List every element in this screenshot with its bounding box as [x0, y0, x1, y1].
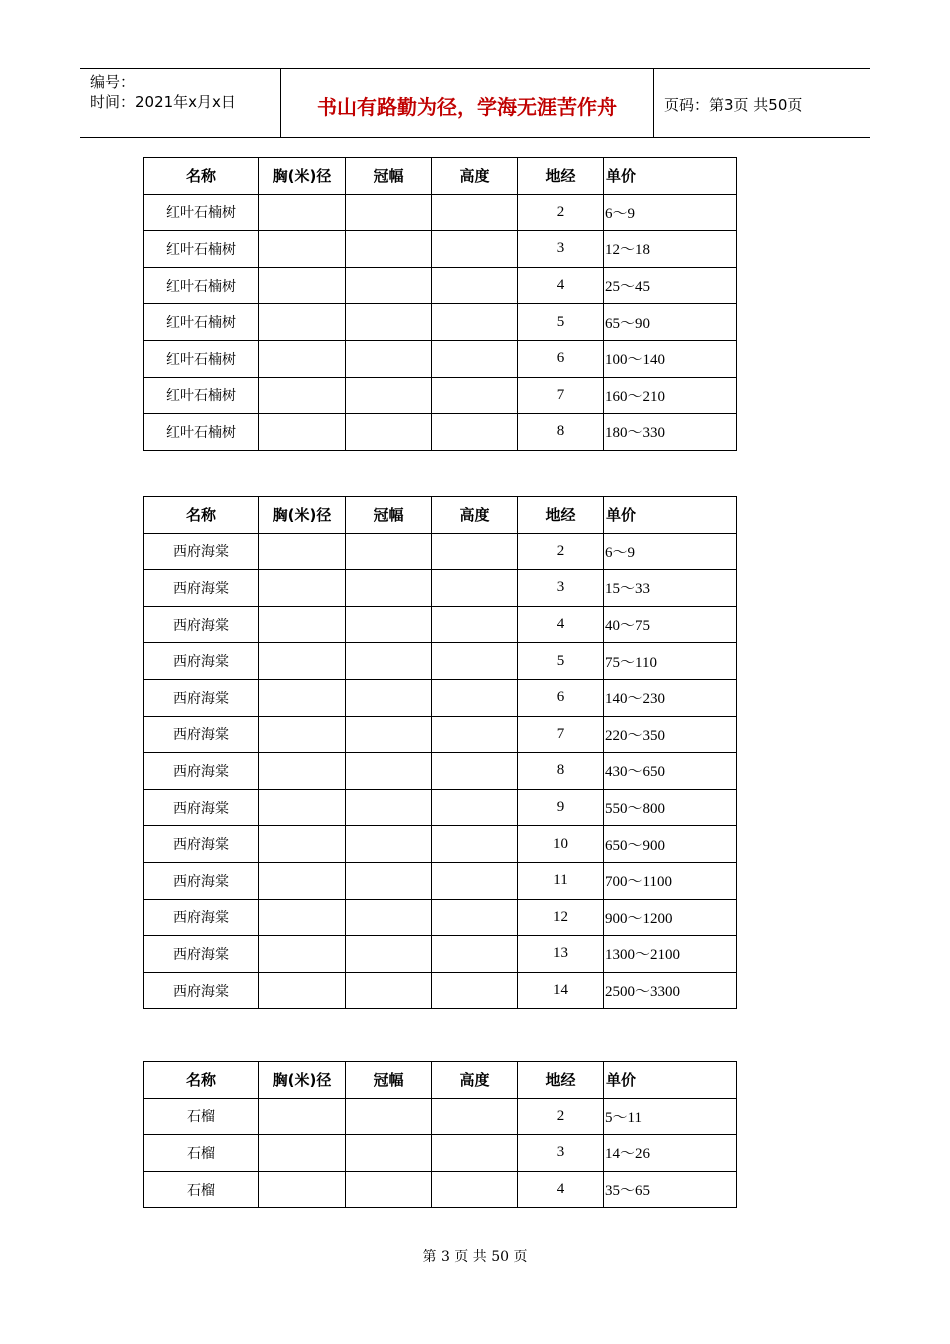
- price-cell: 40～75: [604, 606, 737, 643]
- height-cell: [432, 414, 518, 451]
- table-row: [144, 753, 737, 790]
- crown-cell: [346, 679, 432, 716]
- price-cell: 25～45: [604, 267, 737, 304]
- dijing-cell: 3: [518, 570, 604, 607]
- plant-name-cell: 石榴: [144, 1135, 259, 1172]
- table-row: [144, 826, 737, 863]
- time-label: 时间：2021年x月x日: [90, 93, 236, 111]
- table-row: [144, 899, 737, 936]
- crown-cell: [346, 414, 432, 451]
- crown-cell: [346, 643, 432, 680]
- header-meta: [80, 69, 281, 137]
- diameter-cell: [259, 414, 346, 451]
- dijing-cell: 4: [518, 606, 604, 643]
- crown-cell: [346, 899, 432, 936]
- price-cell: 5～11: [604, 1098, 737, 1135]
- dijing-cell: 2: [518, 194, 604, 231]
- dijing-cell: 14: [518, 972, 604, 1009]
- dijing-cell: 2: [518, 533, 604, 570]
- price-cell: 6～9: [604, 194, 737, 231]
- crown-cell: [346, 570, 432, 607]
- crown-cell: [346, 826, 432, 863]
- table-row: [144, 414, 737, 451]
- crown-cell: [346, 377, 432, 414]
- table-row: [144, 570, 737, 607]
- table-row: [144, 936, 737, 973]
- price-cell: 75～110: [604, 643, 737, 680]
- plant-name-cell: 石榴: [144, 1171, 259, 1208]
- header-motto: 书山有路勤为径，学海无涯苦作舟: [281, 69, 654, 137]
- table-row: [144, 716, 737, 753]
- dijing-cell: 6: [518, 679, 604, 716]
- height-cell: [432, 570, 518, 607]
- plant-name-cell: 红叶石楠树: [144, 231, 259, 268]
- plant-name-cell: 红叶石楠树: [144, 267, 259, 304]
- crown-cell: [346, 936, 432, 973]
- crown-cell: [346, 533, 432, 570]
- crown-cell: [346, 267, 432, 304]
- height-cell: [432, 679, 518, 716]
- plant-name-cell: 红叶石楠树: [144, 194, 259, 231]
- plant-name-cell: 红叶石楠树: [144, 304, 259, 341]
- diameter-cell: [259, 862, 346, 899]
- crown-header: 冠幅: [346, 1062, 432, 1099]
- table-row: [144, 679, 737, 716]
- diameter-cell: [259, 570, 346, 607]
- plant-name-cell: 西府海棠: [144, 936, 259, 973]
- crown-header: 冠幅: [346, 158, 432, 195]
- price-header: 单价: [604, 497, 737, 534]
- diameter-cell: [259, 643, 346, 680]
- diameter-cell: [259, 936, 346, 973]
- table-row: [144, 304, 737, 341]
- diameter-header: 胸(米)径: [259, 1062, 346, 1099]
- dijing-cell: 10: [518, 826, 604, 863]
- crown-cell: [346, 304, 432, 341]
- crown-cell: [346, 972, 432, 1009]
- dijing-header: 地经: [518, 1062, 604, 1099]
- dijing-cell: 8: [518, 753, 604, 790]
- diameter-cell: [259, 606, 346, 643]
- height-cell: [432, 862, 518, 899]
- dijing-header: 地经: [518, 497, 604, 534]
- diameter-cell: [259, 899, 346, 936]
- price-cell: 100～140: [604, 340, 737, 377]
- crown-cell: [346, 194, 432, 231]
- table-row: [144, 1098, 737, 1135]
- dijing-cell: 7: [518, 716, 604, 753]
- crown-cell: [346, 231, 432, 268]
- name-header: 名称: [144, 158, 259, 195]
- dijing-cell: 5: [518, 643, 604, 680]
- price-cell: 220～350: [604, 716, 737, 753]
- plant-name-cell: 西府海棠: [144, 753, 259, 790]
- table-row: [144, 606, 737, 643]
- table-header-row: [144, 1062, 737, 1099]
- diameter-cell: [259, 267, 346, 304]
- height-header: 高度: [432, 158, 518, 195]
- price-header: 单价: [604, 158, 737, 195]
- crown-cell: [346, 862, 432, 899]
- table-row: [144, 533, 737, 570]
- height-cell: [432, 231, 518, 268]
- price-cell: 650～900: [604, 826, 737, 863]
- dijing-cell: 6: [518, 340, 604, 377]
- height-cell: [432, 194, 518, 231]
- height-cell: [432, 716, 518, 753]
- plant-name-cell: 西府海棠: [144, 899, 259, 936]
- height-cell: [432, 1171, 518, 1208]
- plant-name-cell: 石榴: [144, 1098, 259, 1135]
- diameter-cell: [259, 1171, 346, 1208]
- crown-header: 冠幅: [346, 497, 432, 534]
- name-header: 名称: [144, 1062, 259, 1099]
- diameter-cell: [259, 753, 346, 790]
- height-cell: [432, 936, 518, 973]
- diameter-cell: [259, 826, 346, 863]
- table-header-row: [144, 497, 737, 534]
- plant-name-cell: 西府海棠: [144, 679, 259, 716]
- table-row: [144, 231, 737, 268]
- table-row: [144, 972, 737, 1009]
- height-cell: [432, 826, 518, 863]
- plant-name-cell: 红叶石楠树: [144, 377, 259, 414]
- table-row: [144, 862, 737, 899]
- crown-cell: [346, 753, 432, 790]
- crown-cell: [346, 340, 432, 377]
- plant-name-cell: 西府海棠: [144, 643, 259, 680]
- diameter-cell: [259, 231, 346, 268]
- table-header-row: [144, 158, 737, 195]
- plant-name-cell: 西府海棠: [144, 826, 259, 863]
- plant-name-cell: 西府海棠: [144, 606, 259, 643]
- diameter-cell: [259, 1135, 346, 1172]
- dijing-cell: 11: [518, 862, 604, 899]
- plant-name-cell: 西府海棠: [144, 972, 259, 1009]
- dijing-cell: 9: [518, 789, 604, 826]
- page-header: [80, 68, 870, 138]
- table-row: [144, 789, 737, 826]
- name-header: 名称: [144, 497, 259, 534]
- dijing-cell: 3: [518, 231, 604, 268]
- price-header: 单价: [604, 1062, 737, 1099]
- table-row: [144, 340, 737, 377]
- height-cell: [432, 340, 518, 377]
- price-cell: 550～800: [604, 789, 737, 826]
- dijing-header: 地经: [518, 158, 604, 195]
- plant-name-cell: 红叶石楠树: [144, 414, 259, 451]
- price-cell: 2500～3300: [604, 972, 737, 1009]
- height-cell: [432, 1135, 518, 1172]
- table-row: [144, 194, 737, 231]
- price-table-3: [143, 1061, 737, 1208]
- height-cell: [432, 304, 518, 341]
- number-label: 编号：: [90, 73, 136, 91]
- diameter-cell: [259, 340, 346, 377]
- crown-cell: [346, 1135, 432, 1172]
- table-row: [144, 643, 737, 680]
- crown-cell: [346, 606, 432, 643]
- dijing-cell: 7: [518, 377, 604, 414]
- plant-name-cell: 西府海棠: [144, 789, 259, 826]
- price-cell: 65～90: [604, 304, 737, 341]
- plant-name-cell: 西府海棠: [144, 533, 259, 570]
- price-cell: 140～230: [604, 679, 737, 716]
- diameter-cell: [259, 789, 346, 826]
- dijing-cell: 8: [518, 414, 604, 451]
- price-cell: 700～1100: [604, 862, 737, 899]
- plant-name-cell: 西府海棠: [144, 716, 259, 753]
- height-cell: [432, 753, 518, 790]
- table-row: [144, 377, 737, 414]
- diameter-cell: [259, 533, 346, 570]
- dijing-cell: 4: [518, 267, 604, 304]
- dijing-cell: 12: [518, 899, 604, 936]
- price-cell: 180～330: [604, 414, 737, 451]
- page-footer: 第 3 页 共 50 页: [422, 1249, 528, 1265]
- diameter-header: 胸(米)径: [259, 497, 346, 534]
- diameter-cell: [259, 194, 346, 231]
- height-cell: [432, 972, 518, 1009]
- diameter-header: 胸(米)径: [259, 158, 346, 195]
- crown-cell: [346, 789, 432, 826]
- crown-cell: [346, 1171, 432, 1208]
- plant-name-cell: 红叶石楠树: [144, 340, 259, 377]
- diameter-cell: [259, 377, 346, 414]
- price-cell: 160～210: [604, 377, 737, 414]
- height-cell: [432, 606, 518, 643]
- height-header: 高度: [432, 1062, 518, 1099]
- diameter-cell: [259, 972, 346, 1009]
- diameter-cell: [259, 304, 346, 341]
- header-page-info: 页码：第3页 共50页: [664, 96, 803, 114]
- table-row: [144, 1171, 737, 1208]
- price-cell: 6～9: [604, 533, 737, 570]
- dijing-cell: 2: [518, 1098, 604, 1135]
- height-cell: [432, 899, 518, 936]
- height-cell: [432, 643, 518, 680]
- height-cell: [432, 1098, 518, 1135]
- height-header: 高度: [432, 497, 518, 534]
- price-cell: 900～1200: [604, 899, 737, 936]
- dijing-cell: 3: [518, 1135, 604, 1172]
- price-cell: 12～18: [604, 231, 737, 268]
- price-table-1: [143, 157, 737, 451]
- height-cell: [432, 533, 518, 570]
- price-cell: 430～650: [604, 753, 737, 790]
- plant-name-cell: 西府海棠: [144, 570, 259, 607]
- table-row: [144, 267, 737, 304]
- height-cell: [432, 789, 518, 826]
- table-row: [144, 1135, 737, 1172]
- diameter-cell: [259, 716, 346, 753]
- price-cell: 1300～2100: [604, 936, 737, 973]
- crown-cell: [346, 716, 432, 753]
- price-cell: 14～26: [604, 1135, 737, 1172]
- diameter-cell: [259, 1098, 346, 1135]
- dijing-cell: 5: [518, 304, 604, 341]
- plant-name-cell: 西府海棠: [144, 862, 259, 899]
- height-cell: [432, 267, 518, 304]
- dijing-cell: 13: [518, 936, 604, 973]
- price-table-2: [143, 496, 737, 1009]
- diameter-cell: [259, 679, 346, 716]
- price-cell: 35～65: [604, 1171, 737, 1208]
- crown-cell: [346, 1098, 432, 1135]
- price-cell: 15～33: [604, 570, 737, 607]
- height-cell: [432, 377, 518, 414]
- dijing-cell: 4: [518, 1171, 604, 1208]
